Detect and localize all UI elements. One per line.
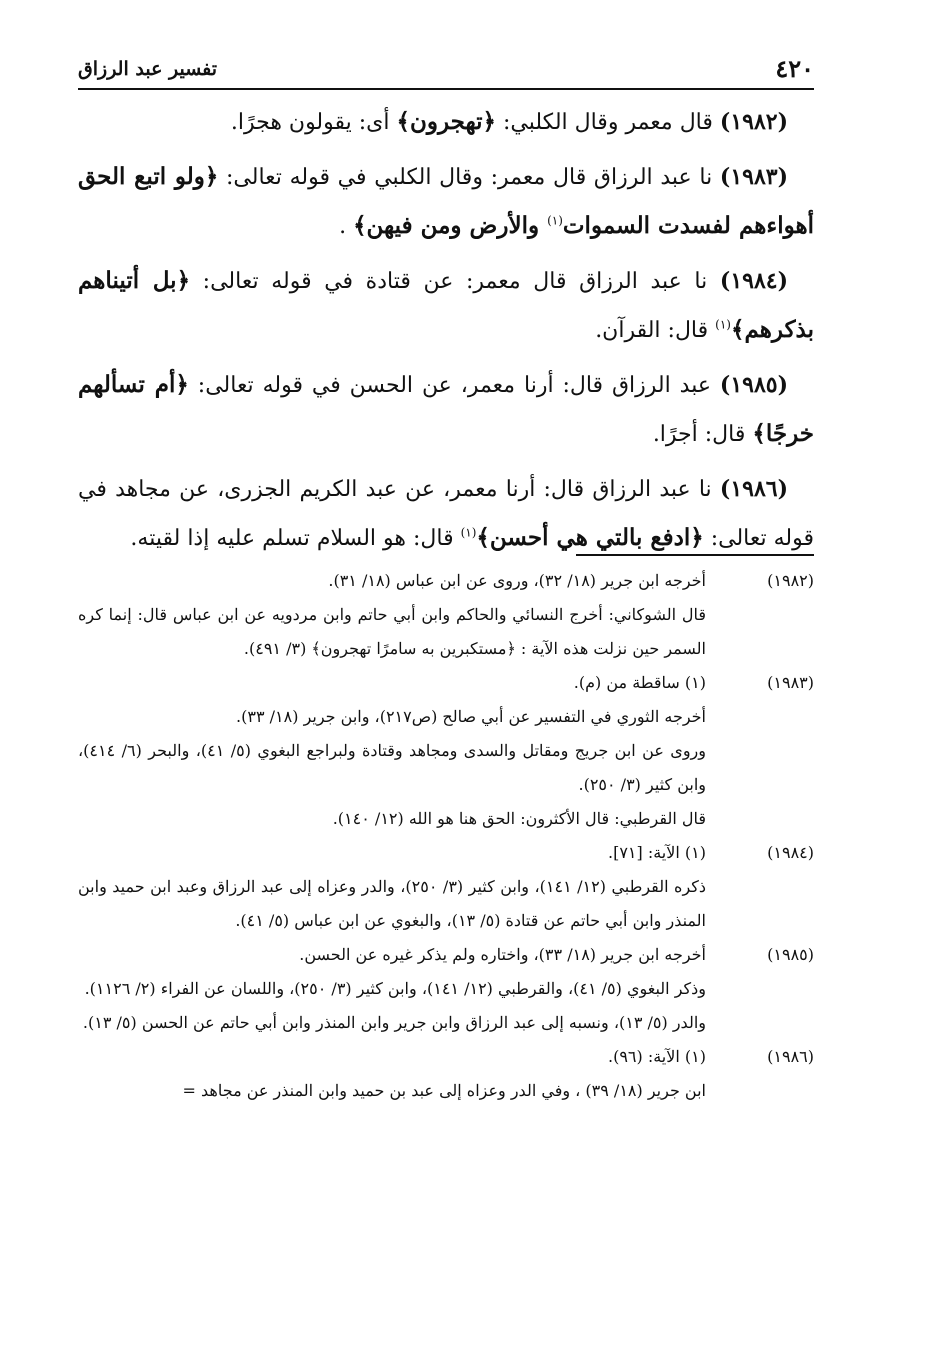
footnote-1986 [78, 1040, 814, 1108]
footnote-line: ابن جرير (١٨/ ٣٩) ، وفي الدر وعزاه إلى عبد بن حميد وابن المنذر عن مجاهد = [182, 1081, 706, 1100]
footnote-line: ذكره القرطبي (١٢/ ١٤١)، وابن كثير (٣/ ٢٥٠)، والدر وعزاه إلى عبد الرزاق وعبد ابن حميد وابن المنذر وابن أبي حاتم عن قتادة (٥/ ١٣)، والبغوي عن ابن عباس (٥/ ٤١). [78, 877, 707, 930]
footnote-line: قال الشوكاني: أخرج النسائي والحاكم وابن أبي حاتم وابن مردويه عن ابن عباس قال: إنما كره السمر حين نزلت هذه الآية : ﴿مستكبرين به سامرًا تهجرون﴾ (٣/ ٤٩١). [78, 605, 707, 658]
page-header [78, 52, 814, 90]
footnote-1982 [78, 564, 814, 666]
footnote-inline: (١) الآية: (٩٦). [607, 1047, 706, 1066]
footnote-number: (١٩٨٢) [767, 571, 814, 590]
footnotes [78, 564, 814, 1108]
footnote-line: وروى عن ابن جريج ومقاتل والسدى ومجاهد وقتادة ولبراجع البغوي (٥/ ٤١)، والبحر (٦/ ٤١٤)، وابن كثير (٣/ ٢٥٠). [78, 741, 707, 794]
entry-1985 [78, 361, 814, 459]
footnote-number: (١٩٨٣) [767, 673, 814, 692]
entry-text: نا عبد الرزاق قال معمر: وقال الكلبي في قوله تعالى: [218, 165, 720, 190]
entry-1986 [78, 465, 814, 563]
entry-text: قال: هو السلام تسلم عليه إذا لقيته. [130, 526, 461, 551]
footnote-line: والدر (٥/ ١٣)، ونسبه إلى عبد الرزاق وابن جرير وابن المنذر وابن أبي حاتم عن الحسن (٥/ ١٣). [82, 1013, 706, 1032]
footnote-1985 [78, 938, 814, 1040]
entry-number: (١٩٨٤) [719, 268, 788, 294]
footnote-number: (١٩٨٤) [767, 843, 814, 862]
entry-text: قال: القرآن. [595, 318, 716, 343]
quran-quote: ﴿أم تسألهم خرجًا﴾ [78, 371, 814, 447]
entry-text: قال: أجرًا. [652, 422, 753, 447]
entry-text: أى: يقولون هجرًا. [230, 110, 397, 135]
quran-quote: ﴿ولو اتبع الحق أهواءهم لفسدت السموات [78, 163, 814, 239]
quran-quote: ﴿ادفع بالتي هي أحسن﴾ [476, 524, 704, 551]
running-title: تفسير عبد الرزاق [78, 58, 218, 80]
entry-number: (١٩٨٥) [719, 372, 788, 398]
entry-1982 [78, 98, 814, 147]
footnote-divider [576, 554, 814, 556]
entry-text: . [339, 214, 354, 239]
quran-quote: والأرض ومن فيهن﴾ [353, 212, 548, 239]
quran-quote: ﴿بل أتيناهم بذكرهم﴾ [78, 267, 814, 343]
footnote-line: قال القرطبي: قال الأكثرون: الحق هنا هو الله (١٢/ ١٤٠). [332, 809, 706, 828]
main-text [78, 98, 814, 569]
footnote-line: أخرجه ابن جرير (١٨/ ٣٢)، وروى عن ابن عباس (١٨/ ٣١). [328, 571, 706, 590]
footnote-line: أخرجه ابن جرير (١٨/ ٣٣)، واختاره ولم يذكر غيره عن الحسن. [299, 945, 706, 964]
footnote-line: وذكر البغوي (٥/ ٤١)، والقرطبي (١٢/ ١٤١)، وابن كثير (٣/ ٢٥٠)، واللسان عن الفراء (٢/ ١١٢٦). [84, 979, 706, 998]
footnote-number: (١٩٨٥) [767, 945, 814, 964]
entry-number: (١٩٨٦) [719, 476, 788, 502]
footnote-1984 [78, 836, 814, 938]
quran-quote: ﴿تهجرون﴾ [396, 108, 496, 135]
footnote-marker: (١) [460, 525, 477, 540]
footnote-marker: (١) [715, 317, 731, 332]
footnote-1983 [78, 666, 814, 836]
entry-text: نا عبد الرزاق قال: أرنا معمر، عن عبد الكريم الجزرى، عن مجاهد في قوله تعالى: [78, 477, 814, 551]
footnote-inline: (١) الآية: [٧١]. [607, 843, 706, 862]
entry-number: (١٩٨٣) [719, 164, 788, 190]
page-number: ٤٢٠ [775, 54, 814, 83]
entry-1983 [78, 153, 814, 251]
entry-text: قال معمر وقال الكلبي: [496, 110, 720, 135]
entry-number: (١٩٨٢) [719, 109, 788, 135]
entry-1984 [78, 257, 814, 355]
footnote-marker: (١) [547, 213, 563, 228]
entry-text: نا عبد الرزاق قال معمر: عن قتادة في قوله تعالى: [190, 269, 720, 294]
footnote-inline: (١) ساقطة من (م). [573, 673, 706, 692]
footnote-line: أخرجه الثوري في التفسير عن أبي صالح (ص٢١٧)، وابن جرير (١٨/ ٣٣). [236, 707, 706, 726]
footnote-number: (١٩٨٦) [767, 1047, 814, 1066]
entry-text: عبد الرزاق قال: أرنا معمر، عن الحسن في قوله تعالى: [188, 373, 720, 398]
